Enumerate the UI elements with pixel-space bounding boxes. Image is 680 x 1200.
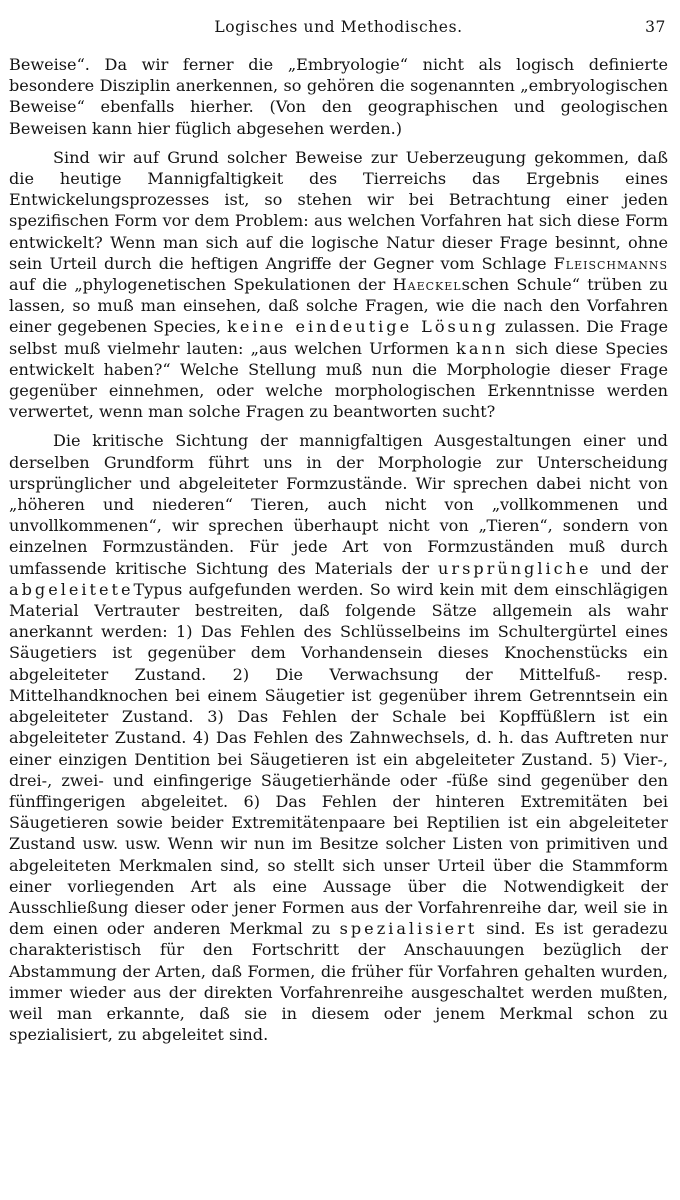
page-number: 37 (645, 18, 666, 36)
paragraph-3-text-d: sind. Es ist geradezu charakteristisch für den Fortschritt der Anschauungen bezüglich der Abstammung der Arten, daß Formen, die früher für Vorfahren gehalten wurden, immer wieder aus der direkten Vorfahrenreihe ausgeschaltet werden mußten, weil man erkannte, daß sie in diesem oder jenem Merkmal schon zu spezialisiert, zu abgeleitet sind. (9, 919, 669, 1045)
paragraph-3-text-c: Typus aufgefunden werden. So wird kein mit dem einschlägigen Material Vertrauter bestreiten, daß folgende Sätze allgemein als wahr anerkannt werden: 1) Das Fehlen des Schlüsselbeins im Schultergürtel eines Säugetiers ist gegenüber dem Vorhandensein dieses Knochenstücks ein abgeleiteter Zustand. 2) Die Verwachsung der Mittelfuß- resp. Mittelhandknochen bei einem Säugetier ist gegenüber ihrem Getrenntsein ein abgeleiteter Zustand. 3) Das Fehlen der Schale bei Kopffüßlern ist ein abgeleiteter Zustand. 4) Das Fehlen des Zahnwechsels, d. h. das Auftreten nur einer einzigen Dentition bei Säugetieren ist ein abgeleiteter Zustand. 5) Vier-, drei-, zwei- und einfingerige Säugetierhände oder -füße sind gegenüber den fünffingerigen abgeleitet. 6) Das Fehlen der hinteren Extremitäten bei Säugetieren sowie beider Extremitätenpaare bei Reptilien ist ein abgeleiteter Zustand usw. usw. Wenn wir nun im Besitze solcher Listen von primitiven und abgeleiteten Merkmalen sind, so stellt sich unser Urteil über die Stammform einer vorliegenden Art als eine Aussage über die Notwendigkeit der Ausschließung dieser oder jener Formen aus der Vorfahrenreihe dar, weil sie in dem einen oder anderen Merkmal zu (9, 579, 668, 939)
paragraph-1-text: Beweise“. Da wir ferner die „Embryologie“ nicht als logisch definierte besondere Disziplin anerkennen, so gehören die sogenannten „embryologischen Beweise“ ebenfalls hierher. (Von den geographischen und geologischen Beweisen kann hier füglich abgesehen werden.) (9, 55, 668, 138)
emphasis-spaced: ursprüngliche (438, 558, 592, 578)
emphasis-spaced: abgeleitete (9, 579, 134, 599)
author-name-haeckel: Haeckel (392, 275, 462, 295)
emphasis-spaced: keine eindeutige Lösung (227, 317, 499, 337)
paragraph-2-text-b: auf die „phylogenetischen Spekulationen der (9, 275, 386, 295)
paragraph-1 (9, 54, 668, 139)
paragraph-2-text-e: sich diese Species entwickelt haben?“ Welche Stellung muß nun die Morphologie dieser Frage gegenüber einnehmen, oder welche morphologischen Erkenntnisse werden verwertet, wenn man solche Fragen zu beantworten sucht? (9, 338, 669, 422)
paragraph-2-text-c: schen Schule“ trüben zu lassen, so muß man einsehen, daß solche Fragen, wie die nach den Vorfahren einer gegebenen Species, (9, 275, 668, 337)
emphasis-spaced: spezialisiert (339, 919, 478, 939)
paragraph-2-text-a: Sind wir auf Grund solcher Beweise zur Ueberzeugung gekommen, daß die heutige Mannigfaltigkeit des Tierreichs das Ergebnis eines Entwickelungsprozesses ist, so stehen wir bei Betrachtung einer jeden spezifischen Form vor dem Problem: aus welchen Vorfahren hat sich diese Form entwickelt? Wenn man sich auf die logische Natur dieser Frage besinnt, ohne sein Urteil durch die heftigen Angriffe der Gegner vom Schlage (9, 147, 668, 273)
paragraph-3-text-b: und der (600, 558, 669, 578)
emphasis-spaced: kann (456, 338, 509, 358)
running-title: Logisches und Methodisches. (214, 18, 463, 36)
paragraph-3-text-a: Die kritische Sichtung der mannigfaltigen Ausgestaltungen einer und derselben Grundform führt uns in der Morphologie zur Unterscheidung ursprünglicher und abgeleiteter Formzustände. Wir sprechen dabei nicht von „höheren und niederen“ Tieren, auch nicht von „vollkommenen und unvollkommenen“, wir sprechen überhaupt nicht von „Tieren“, sondern von einzelnen Formzuständen. Für jede Art von Formzuständen muß durch umfassende kritische Sichtung des Materials der (9, 431, 668, 578)
paragraph-2-text-d: zulassen. Die Frage selbst muß vielmehr lauten: „aus welchen Urformen (9, 317, 668, 358)
paragraph-2 (9, 147, 668, 423)
author-name-fleischmann: Fleischmanns (553, 253, 668, 273)
body-text (9, 54, 668, 1045)
running-head (9, 14, 668, 40)
paragraph-3 (9, 430, 668, 1045)
